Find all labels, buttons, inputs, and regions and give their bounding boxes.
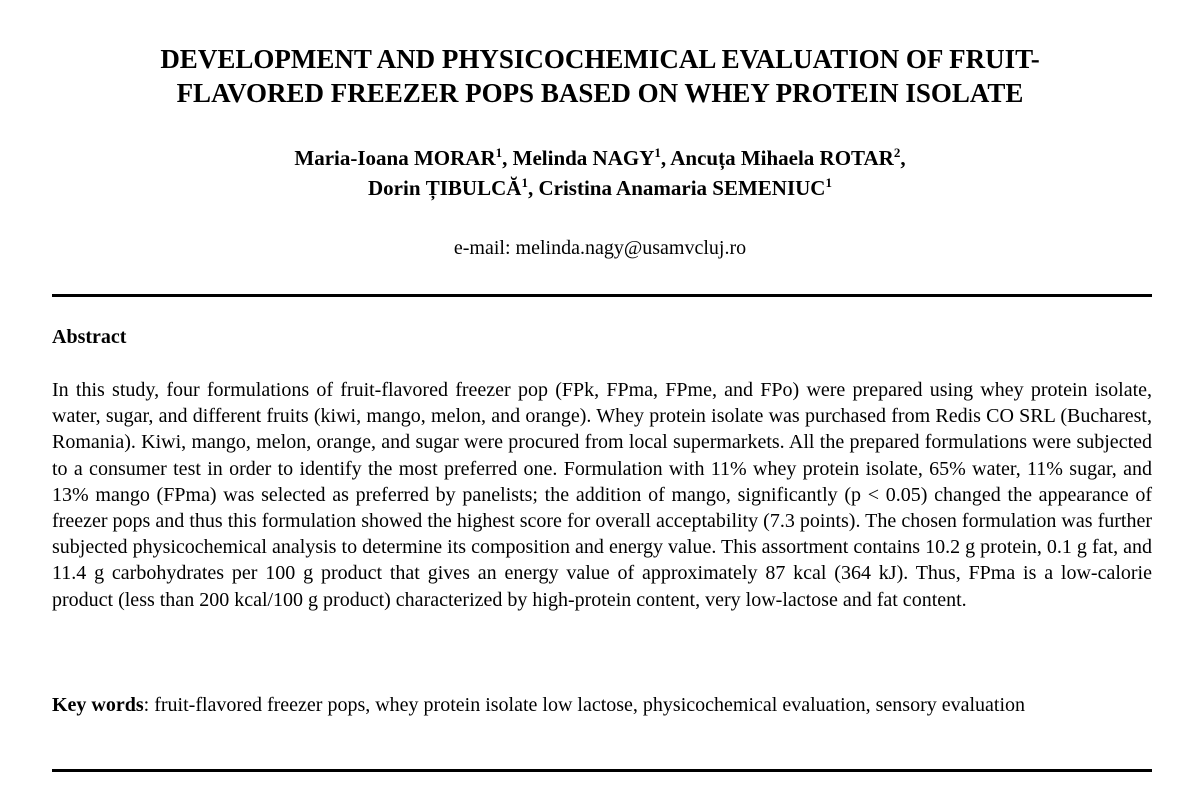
affiliation-mark: 2 xyxy=(893,145,901,160)
affiliation-mark: 1 xyxy=(654,145,661,160)
author xyxy=(538,176,832,200)
top-divider xyxy=(52,294,1152,297)
bottom-divider xyxy=(52,769,1152,772)
keywords xyxy=(52,692,1152,718)
author xyxy=(513,146,661,170)
abstract-body: In this study, four formulations of fruit-flavored freezer pop (FPk, FPma, FPme, and FPo) were prepared using whey protein isolate, water, sugar, and different fruits (kiwi, mango, melon, and orange). Whey protein isolate was purchased from Redis CO SRL (Bucharest, Romania). Kiwi, mango, melon, orange, and sugar were procured from local supermarkets. All the prepared formulations were subjected to a consumer test in order to identify the most preferred one. Formulation with 11% whey protein isolate, 65% water, 11% sugar, and 13% mango (FPma) was selected as preferred by panelists; the addition of mango, significantly (p < 0.05) changed the appearance of freezer pops and thus this formulation showed the highest score for overall acceptability (7.3 points). The chosen formulation was further subjected physicochemical analysis to determine its composition and energy value. This assortment contains 10.2 g protein, 0.1 g fat, and 11.4 g carbohydrates per 100 g product that gives an energy value of approximately 87 kcal (364 kJ). Thus, FPma is a low-calorie product (less than 200 kcal/100 g product) characterized by high-protein content, very low-lactose and fat content. xyxy=(52,379,1152,611)
keywords-text: : fruit-flavored freezer pops, whey protein isolate low lactose, physicochemical evaluation, sensory evaluation xyxy=(143,694,1026,716)
author xyxy=(294,146,502,170)
author-separator: , xyxy=(502,146,513,170)
keywords-label: Key words xyxy=(52,694,144,716)
contact-email: e-mail: melinda.nagy@usamvcluj.ro xyxy=(453,237,747,259)
affiliation-mark: 1 xyxy=(521,175,528,190)
author xyxy=(368,176,528,200)
author-separator: , xyxy=(660,146,671,170)
paper-title xyxy=(60,42,1140,110)
author-name: Cristina Anamaria SEMENIUC xyxy=(538,176,826,200)
affiliation-mark: 1 xyxy=(495,145,503,160)
abstract-heading: Abstract xyxy=(52,326,127,348)
author-name: Melinda NAGY xyxy=(512,146,655,170)
title-line-1: DEVELOPMENT AND PHYSICOCHEMICAL EVALUATION OF FRUIT- xyxy=(160,44,1040,74)
author-separator: , xyxy=(900,146,906,170)
author-separator: , xyxy=(527,176,539,200)
author-name: Maria-Ioana MORAR xyxy=(294,146,496,170)
affiliation-mark: 1 xyxy=(825,175,832,190)
author-list xyxy=(60,143,1140,203)
author-name: Dorin ȚIBULCĂ xyxy=(368,176,522,200)
author-line-1 xyxy=(60,143,1140,173)
author-name: Ancuța Mihaela ROTAR xyxy=(670,146,894,170)
author-line-2 xyxy=(60,173,1140,203)
author xyxy=(670,146,900,170)
title-line-2: FLAVORED FREEZER POPS BASED ON WHEY PROTEIN ISOLATE xyxy=(176,78,1024,108)
